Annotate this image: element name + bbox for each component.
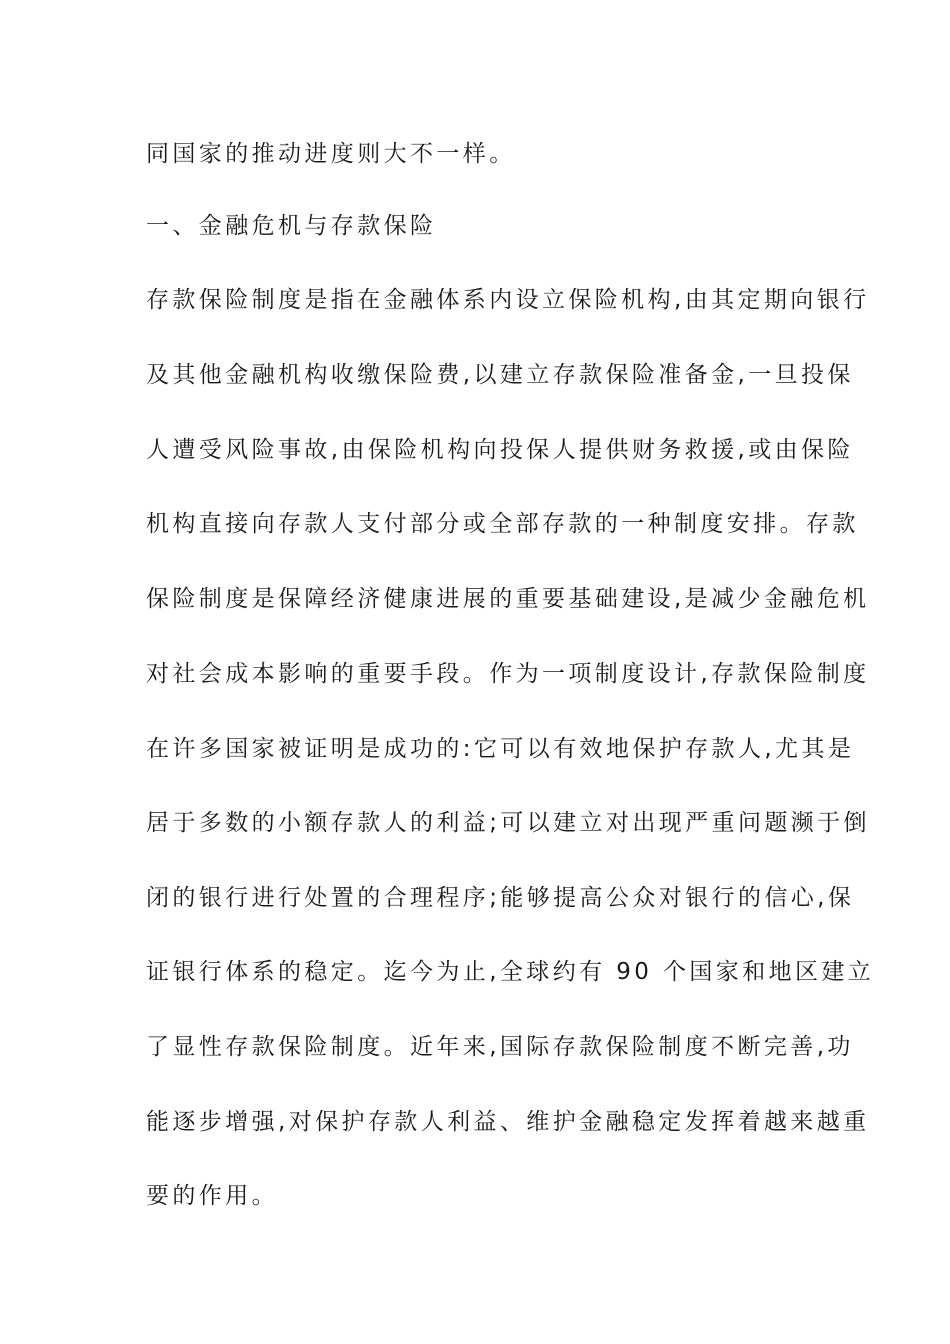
paragraph-line: 存款保险制度是指在金融体系内设立保险机构,由其定期向银行 — [146, 287, 870, 313]
paragraph-line: 在许多国家被证明是成功的:它可以有效地保护存款人,尤其是 — [146, 736, 855, 762]
paragraph-line: 机构直接向存款人支付部分或全部存款的一种制度安排。存款 — [146, 511, 859, 537]
paragraph-line: 要的作用。 — [146, 1183, 278, 1209]
paragraph-line: 及其他金融机构收缴保险费,以建立存款保险准备金,一旦投保 — [146, 362, 854, 388]
section-heading: 一、金融危机与存款保险 — [146, 213, 437, 239]
paragraph-continuation-line: 同国家的推动进度则大不一样。 — [146, 141, 516, 167]
paragraph-line: 能逐步增强,对保护存款人利益、维护金融稳定发挥着越来越重 — [146, 1109, 870, 1135]
paragraph-line: 对社会成本影响的重要手段。作为一项制度设计,存款保险制度 — [146, 661, 870, 687]
paragraph-line: 人遭受风险事故,由保险机构向投保人提供财务救援,或由保险 — [146, 437, 854, 463]
paragraph-line: 保险制度是保障经济健康进展的重要基础建设,是减少金融危机 — [146, 586, 870, 612]
paragraph-line: 了显性存款保险制度。近年来,国际存款保险制度不断完善,功 — [146, 1034, 854, 1060]
paragraph-line: 闭的银行进行处置的合理程序;能够提高公众对银行的信心,保 — [146, 885, 855, 911]
paragraph-line: 证银行体系的稳定。迄今为止,全球约有 90 个国家和地区建立 — [146, 959, 875, 985]
paragraph-line: 居于多数的小额存款人的利益;可以建立对出现严重问题濒于倒 — [146, 810, 870, 836]
